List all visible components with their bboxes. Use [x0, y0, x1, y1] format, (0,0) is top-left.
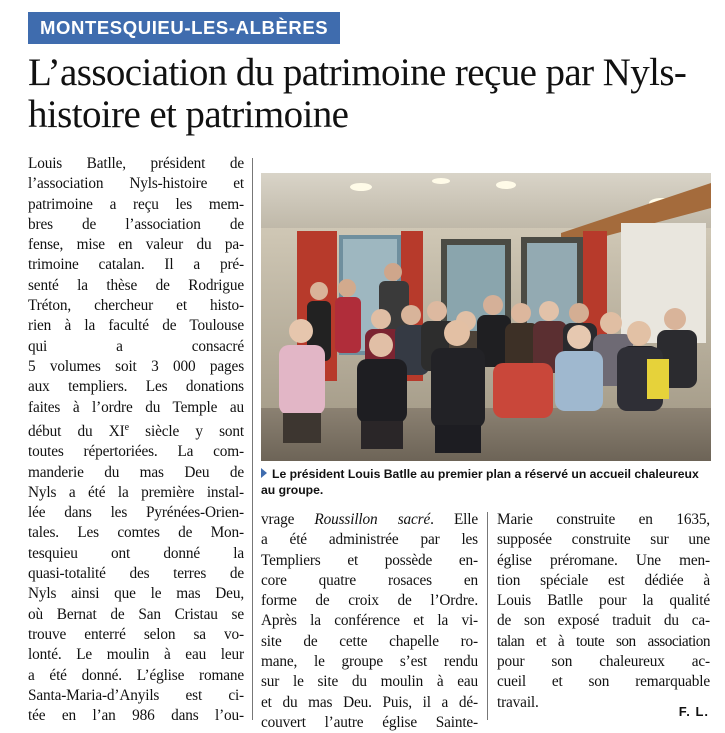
text-line: Templiers et possède en- — [261, 551, 478, 569]
text-line: Louis Batlle pour la qualité — [497, 592, 710, 610]
book-title: Roussillon sacré — [314, 511, 431, 528]
text-line: couvert l’autre église Sainte- — [261, 713, 478, 731]
text-line: toutes répertoriées. La com- — [28, 443, 244, 461]
text-line: patrimoine a reçu les mem- — [28, 195, 244, 213]
text-fragment: vrage — [261, 511, 295, 528]
text-line: trimoine catalan. Il a pré- — [28, 256, 244, 274]
text-line: tion spéciale est dédiée à — [497, 571, 710, 589]
column-rule — [252, 158, 253, 720]
text-line: 5 volumes soit 3 000 pages — [28, 357, 244, 375]
text-line: aux templiers. Les donations — [28, 378, 244, 396]
text-line: qui a consacré — [28, 337, 244, 355]
group-photo — [261, 173, 711, 461]
text-line: talan et à toute son association — [497, 632, 710, 650]
text-line: Après la conférence et la vi- — [261, 612, 478, 630]
text-line: pour son chaleureux ac- — [497, 653, 710, 671]
text-line: Louis Batlle, président de — [28, 155, 244, 172]
text-line: Nyls a été la première instal- — [28, 483, 244, 501]
text-line: tesquieu ont donné la — [28, 544, 244, 562]
text-line: site de cette chapelle ro- — [261, 632, 478, 650]
text-line: forme de croix de l’Ordre. — [261, 592, 478, 610]
text-line: début du XIe siècle y sont — [28, 421, 244, 440]
article-column-2 — [261, 510, 478, 733]
superscript: e — [124, 421, 129, 433]
text-line: mane, le groupe s’est rendu — [261, 653, 478, 671]
article-headline: L’association du patrimoine reçue par Nyls-histoire et patrimoine — [28, 51, 687, 136]
text-line: et du mas Deu. Puis, il a dé- — [261, 693, 478, 711]
section-kicker: MONTESQUIEU-LES-ALBÈRES — [28, 12, 340, 44]
text-line: sur le site du moulin à eau — [261, 673, 478, 691]
text-line: Marie construite en 1635, — [497, 511, 710, 528]
text-line: de son exposé traduit du ca- — [497, 612, 710, 630]
text-line: supposée construite sur une — [497, 531, 710, 549]
text-line: lée dans les Pyrénées-Orien- — [28, 504, 244, 522]
text-line: a été donné. L’église romane — [28, 666, 244, 684]
text-line: rien à la faculté de Toulouse — [28, 317, 244, 335]
text-line: a été administrée par les — [261, 531, 478, 549]
text-line: lonté. Le moulin à eau leur — [28, 646, 244, 664]
text-line: Santa-Maria-d’Anyils est ci- — [28, 686, 244, 704]
text-line: Nyls ainsi que le mas Deu, — [28, 585, 244, 603]
text-line: tales. Les comtes de Mon- — [28, 524, 244, 542]
text-line: trouve enterré selon sa vo- — [28, 625, 244, 643]
article-column-3 — [497, 510, 710, 713]
text-line — [261, 510, 478, 530]
text-line: senté la thèse de Rodrigue — [28, 276, 244, 294]
text-line: fense, mise en valeur du pa- — [28, 236, 244, 254]
author-byline: F. L. — [678, 704, 709, 719]
text-line: travail. — [497, 693, 539, 711]
text-line: manderie du mas Deu de — [28, 463, 244, 481]
caption-marker-icon — [261, 468, 267, 478]
photo-caption-text: Le président Louis Batlle au premier plan a réservé un accueil chaleureux au groupe. — [261, 467, 699, 497]
text-line: core quatre rosaces en — [261, 571, 478, 589]
text-line: église préromane. Une men- — [497, 551, 710, 569]
text-line: tée en l’an 986 dans l’ou- — [28, 707, 244, 725]
text-line: faites à l’ordre du Temple au — [28, 398, 244, 416]
photo-caption — [261, 466, 711, 498]
article-column-1 — [28, 154, 244, 726]
column-rule — [487, 512, 488, 720]
text-line: bres de l’association de — [28, 215, 244, 233]
text-line: l’association Nyls-histoire et — [28, 175, 244, 193]
text-line: quasi-totalité des terres de — [28, 565, 244, 583]
text-line: où Bernat de San Cristau se — [28, 605, 244, 623]
text-line: cueil et son remarquable — [497, 673, 710, 691]
text-line: Tréton, chercheur et histo- — [28, 297, 244, 315]
text-fragment: . Elle — [430, 511, 478, 528]
group-photo-illustration — [261, 173, 711, 461]
